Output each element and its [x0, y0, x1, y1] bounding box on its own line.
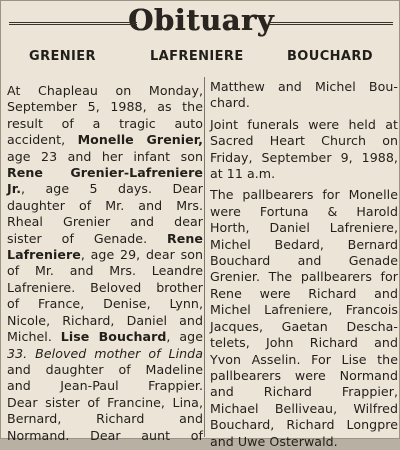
text-line	[7, 165, 203, 181]
text-line: Michel Lafreniere, Francois	[210, 302, 398, 318]
text-line: were Fortuna & Harold	[210, 203, 398, 219]
text-line	[7, 313, 203, 329]
text-line	[7, 83, 203, 99]
text-line: Bouchard, Richard Longpre	[210, 417, 398, 433]
text-line: Rene were Richard and	[210, 285, 398, 301]
text-line	[7, 395, 203, 411]
body-text: and Jean-Paul Frappier.	[7, 378, 203, 394]
body-text: age 23 and her infant son	[7, 148, 203, 164]
surname-grenier: GRENIER	[29, 49, 96, 64]
text-line: Joint funerals were held at	[210, 116, 398, 132]
body-text: of France, Denise, Lynn,	[7, 296, 203, 312]
text-line: Michael Belliveau, Wilfred	[210, 400, 398, 416]
body-text: , age 5 days. Dear	[21, 181, 203, 197]
text-line: at 11 a.m.	[210, 166, 276, 182]
text-line: Horth, Daniel Lafreniere,	[210, 220, 398, 236]
text-line: Grenier. The pallbearers for	[210, 269, 398, 285]
body-text: Michel.	[7, 329, 61, 345]
text-line: Matthew and Michel Bou-	[210, 79, 398, 94]
text-line	[7, 346, 203, 362]
masthead-rule-left	[9, 22, 137, 25]
body-text: , age 29, dear son	[80, 247, 203, 263]
body-text: Normand. Dear aunt of	[7, 427, 203, 443]
text-line: Sacred Heart Church on	[210, 133, 398, 149]
text-line: Michel Bedard, Bernard	[210, 236, 398, 252]
text-line	[7, 296, 203, 312]
body-text: September 5, 1988, as the	[7, 99, 203, 115]
bold-name-text: Lafreniere	[7, 247, 81, 263]
text-line	[7, 116, 203, 132]
text-line: and Uwe Osterwald.	[210, 433, 338, 449]
text-line: The pallbearers for Monelle	[210, 187, 398, 203]
bold-name-text: Rene	[167, 230, 203, 246]
body-text: At Chapleau on Monday,	[7, 83, 203, 98]
body-text: result of a tragic auto	[7, 115, 203, 131]
body-text: daughter of Mr. and Mrs.	[7, 197, 203, 213]
text-line	[7, 263, 203, 279]
page-title: Obituary	[128, 3, 274, 37]
text-line	[7, 378, 203, 394]
surname-bouchard: BOUCHARD	[287, 49, 373, 64]
text-line	[7, 198, 203, 214]
text-line	[7, 99, 203, 115]
text-line	[7, 428, 203, 444]
text-line	[7, 329, 203, 345]
surname-lafreniere: LAFRENIERE	[150, 49, 244, 64]
body-text: Lafreniere. Beloved brother	[7, 279, 203, 295]
body-text: Beloved mother of Linda	[27, 345, 203, 361]
bold-name-text: Lise Bouchard	[60, 329, 167, 345]
text-line	[7, 132, 203, 148]
text-line: Jacques, Gaetan Descha-	[210, 318, 398, 334]
body-text: accident,	[7, 132, 78, 148]
bold-name-text: Rene Grenier-Lafreniere	[7, 165, 203, 181]
masthead-rule-right	[269, 22, 393, 25]
text-line	[7, 181, 203, 197]
bold-name-text: Monelle Grenier,	[77, 132, 203, 148]
text-line	[7, 362, 203, 378]
body-text: Bernard, Richard and	[7, 411, 203, 427]
text-line: pallbearers were Normand	[210, 367, 398, 383]
text-line	[7, 247, 203, 263]
obituary-column-left	[7, 83, 203, 444]
body-text: 33.	[7, 345, 28, 361]
text-line	[7, 214, 203, 230]
text-line: chard.	[210, 95, 250, 111]
body-text: Rheal Grenier and dear	[7, 214, 203, 230]
text-line: Friday, September 9, 1988,	[210, 149, 398, 165]
body-text: sister of Genade.	[7, 230, 168, 246]
column-divider	[204, 77, 205, 437]
text-line: and Richard Frappier,	[210, 384, 398, 400]
body-text: Nicole, Richard, Daniel and	[7, 312, 203, 328]
paragraph	[210, 79, 398, 112]
body-text: , age	[166, 329, 203, 345]
masthead	[1, 1, 400, 41]
text-line	[7, 280, 203, 296]
surnames-header	[1, 49, 400, 69]
obituary-column-right	[210, 79, 398, 450]
paragraph	[210, 117, 398, 183]
body-text: and daughter of Madeline	[7, 361, 203, 377]
paragraph	[210, 187, 398, 450]
bold-name-text: Jr.	[7, 181, 22, 197]
body-text: of Mr. and Mrs. Leandre	[7, 263, 203, 279]
text-line	[7, 149, 203, 165]
text-line: telets, John Richard and	[210, 335, 398, 351]
text-line: Yvon Asselin. For Lise the	[210, 351, 398, 367]
text-line	[7, 411, 203, 427]
body-text: Dear sister of Francine, Lina,	[7, 394, 203, 410]
text-line	[7, 231, 203, 247]
text-line: Bouchard and Genade	[210, 253, 398, 269]
